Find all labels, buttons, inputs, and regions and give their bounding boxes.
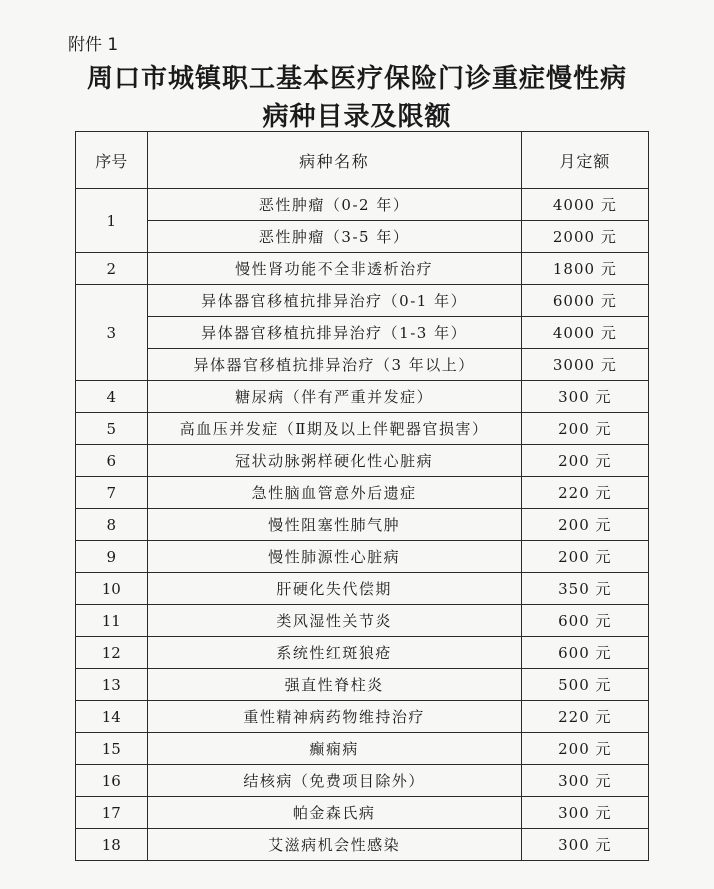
document-title-line-1: 周口市城镇职工基本医疗保险门诊重症慢性病: [86, 64, 627, 94]
table-row: [76, 509, 649, 541]
monthly-quota-cell: 300 元: [521, 829, 648, 861]
serial-number-cell: 11: [76, 605, 148, 637]
monthly-quota-cell: 4000 元: [521, 317, 648, 349]
document-title-line-2: 病种目录及限额: [262, 102, 452, 132]
monthly-quota-cell: 220 元: [521, 701, 648, 733]
disease-name-cell: 类风湿性关节炎: [147, 605, 521, 637]
table-row: [76, 541, 649, 573]
monthly-quota-cell: 600 元: [521, 605, 648, 637]
serial-number-cell: 4: [76, 381, 148, 413]
table-row: [76, 349, 649, 381]
serial-number-cell: 8: [76, 509, 148, 541]
table-row: [76, 381, 649, 413]
table-row: [76, 669, 649, 701]
table-row: [76, 573, 649, 605]
monthly-quota-cell: 200 元: [521, 509, 648, 541]
table-row: [76, 765, 649, 797]
disease-name-cell: 慢性肾功能不全非透析治疗: [147, 253, 521, 285]
monthly-quota-cell: 350 元: [521, 573, 648, 605]
monthly-quota-cell: 200 元: [521, 445, 648, 477]
table-row: [76, 413, 649, 445]
disease-name-cell: 急性脑血管意外后遗症: [147, 477, 521, 509]
table-row: [76, 637, 649, 669]
monthly-quota-cell: 300 元: [521, 797, 648, 829]
monthly-quota-cell: 220 元: [521, 477, 648, 509]
serial-number-cell: 6: [76, 445, 148, 477]
serial-number-cell: 18: [76, 829, 148, 861]
monthly-quota-cell: 6000 元: [521, 285, 648, 317]
table-row: [76, 189, 649, 221]
table-row: [76, 253, 649, 285]
disease-name-cell: 强直性脊柱炎: [147, 669, 521, 701]
disease-name-cell: 异体器官移植抗排异治疗（1-3 年）: [147, 317, 521, 349]
monthly-quota-cell: 1800 元: [521, 253, 648, 285]
disease-name-cell: 肝硬化失代偿期: [147, 573, 521, 605]
disease-quota-table: [75, 131, 649, 861]
disease-name-cell: 异体器官移植抗排异治疗（0-1 年）: [147, 285, 521, 317]
table-header-row: [76, 132, 649, 189]
disease-name-cell: 恶性肿瘤（0-2 年）: [147, 189, 521, 221]
monthly-quota-cell: 3000 元: [521, 349, 648, 381]
disease-name-cell: 慢性阻塞性肺气肿: [147, 509, 521, 541]
table-row: [76, 797, 649, 829]
monthly-quota-cell: 600 元: [521, 637, 648, 669]
disease-name-cell: 艾滋病机会性感染: [147, 829, 521, 861]
serial-number-cell: 7: [76, 477, 148, 509]
header-serial-number: 序号: [76, 132, 148, 189]
disease-name-cell: 慢性肺源性心脏病: [147, 541, 521, 573]
disease-name-cell: 帕金森氏病: [147, 797, 521, 829]
serial-number-cell: 10: [76, 573, 148, 605]
serial-number-cell: 9: [76, 541, 148, 573]
monthly-quota-cell: 500 元: [521, 669, 648, 701]
disease-name-cell: 恶性肿瘤（3-5 年）: [147, 221, 521, 253]
disease-name-cell: 结核病（免费项目除外）: [147, 765, 521, 797]
monthly-quota-cell: 200 元: [521, 733, 648, 765]
disease-name-cell: 重性精神病药物维持治疗: [147, 701, 521, 733]
monthly-quota-cell: 200 元: [521, 541, 648, 573]
serial-number-cell: 16: [76, 765, 148, 797]
disease-name-cell: 糖尿病（伴有严重并发症）: [147, 381, 521, 413]
monthly-quota-cell: 300 元: [521, 381, 648, 413]
serial-number-cell: 12: [76, 637, 148, 669]
serial-number-cell: 15: [76, 733, 148, 765]
disease-name-cell: 系统性红斑狼疮: [147, 637, 521, 669]
serial-number-cell: 5: [76, 413, 148, 445]
disease-name-cell: 癫痫病: [147, 733, 521, 765]
monthly-quota-cell: 2000 元: [521, 221, 648, 253]
attachment-label: 附件 1: [68, 35, 119, 55]
header-disease-name: 病种名称: [147, 132, 521, 189]
table-body: [76, 189, 649, 861]
serial-number-cell: 14: [76, 701, 148, 733]
table-row: [76, 477, 649, 509]
table-row: [76, 605, 649, 637]
table-row: [76, 221, 649, 253]
disease-name-cell: 冠状动脉粥样硬化性心脏病: [147, 445, 521, 477]
serial-number-cell: 1: [76, 189, 148, 253]
serial-number-cell: 3: [76, 285, 148, 381]
serial-number-cell: 2: [76, 253, 148, 285]
serial-number-cell: 17: [76, 797, 148, 829]
monthly-quota-cell: 200 元: [521, 413, 648, 445]
disease-name-cell: 高血压并发症（Ⅱ期及以上伴靶器官损害）: [147, 413, 521, 445]
table-row: [76, 701, 649, 733]
table-row: [76, 445, 649, 477]
monthly-quota-cell: 300 元: [521, 765, 648, 797]
table-row: [76, 285, 649, 317]
table-row: [76, 829, 649, 861]
header-monthly-quota: 月定额: [521, 132, 648, 189]
monthly-quota-cell: 4000 元: [521, 189, 648, 221]
table-row: [76, 733, 649, 765]
disease-name-cell: 异体器官移植抗排异治疗（3 年以上）: [147, 349, 521, 381]
serial-number-cell: 13: [76, 669, 148, 701]
table-row: [76, 317, 649, 349]
